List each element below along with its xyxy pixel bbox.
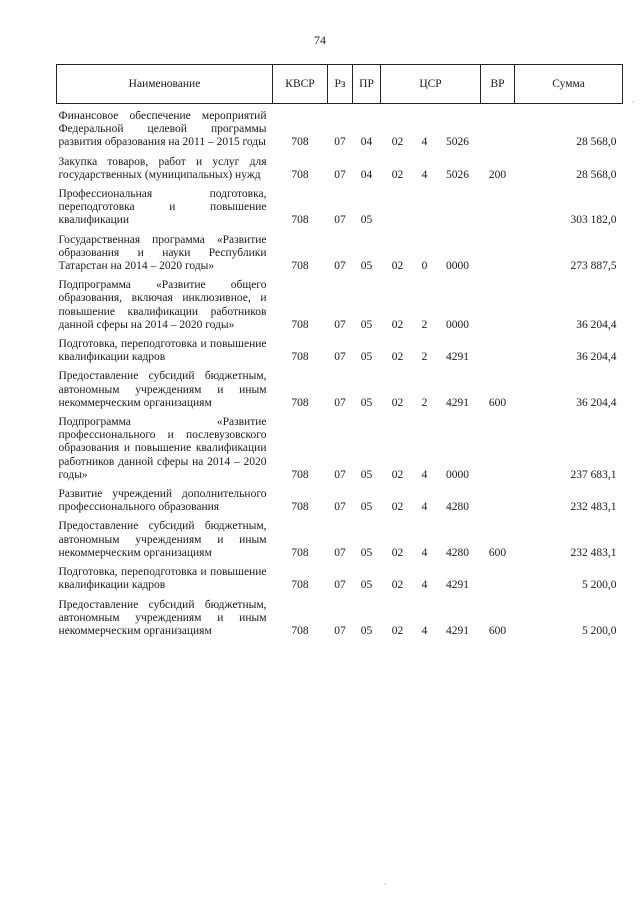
row-name: Профессиональная подготовка, переподготовка и повышение квалификации (58, 188, 267, 227)
row-vr (481, 482, 515, 514)
row-kvsr: 708 (291, 351, 309, 364)
table-body (57, 104, 623, 639)
row-vr (481, 410, 515, 482)
row-vr: 600 (488, 546, 507, 559)
row-kvsr: 708 (291, 468, 309, 481)
table-row (57, 482, 623, 514)
table-row (57, 228, 623, 274)
row-csr-program: 02 (391, 579, 404, 592)
row-csr-program: 02 (391, 351, 404, 364)
row-csr-code: 4280 (446, 546, 470, 559)
row-csr-code: 4291 (446, 579, 470, 592)
row-rz: 07 (334, 468, 346, 481)
table-row (57, 593, 623, 639)
row-csr-code: 4280 (446, 501, 470, 514)
row-csr-subprogram (415, 182, 435, 228)
row-pr: 05 (360, 501, 373, 514)
row-csr-code: 0000 (446, 468, 470, 481)
row-name: Подготовка, переподготовка и повышение квалификации кадров (58, 566, 267, 592)
row-sum: 36 204,4 (576, 351, 617, 364)
row-vr (481, 104, 515, 150)
table-row (57, 364, 623, 410)
row-pr: 05 (360, 396, 373, 409)
row-csr-code (435, 182, 481, 228)
row-csr-program: 02 (391, 136, 404, 149)
row-kvsr: 708 (291, 546, 309, 559)
row-rz: 07 (334, 546, 346, 559)
row-csr-subprogram: 4 (421, 136, 428, 149)
row-kvsr: 708 (291, 396, 309, 409)
row-csr-code: 4291 (446, 351, 470, 364)
row-kvsr: 708 (291, 579, 309, 592)
table-row (57, 560, 623, 592)
row-csr-program (381, 182, 415, 228)
row-sum: 28 568,0 (576, 136, 617, 149)
row-pr: 05 (360, 318, 373, 331)
row-sum: 273 887,5 (570, 260, 617, 273)
row-vr (481, 182, 515, 228)
row-rz: 07 (334, 214, 346, 227)
row-vr: 200 (488, 168, 507, 181)
table-row (57, 104, 623, 150)
row-rz: 07 (334, 136, 346, 149)
header-name: Наименование (57, 65, 273, 104)
row-name: Подготовка, переподготовка и повышение квалификации кадров (58, 338, 267, 364)
row-kvsr: 708 (291, 501, 309, 514)
row-pr: 05 (360, 260, 373, 273)
row-sum: 5 200,0 (582, 624, 617, 637)
row-csr-program: 02 (391, 396, 404, 409)
row-kvsr: 708 (291, 624, 309, 637)
row-name: Финансовое обеспечение мероприятий Федеральной целевой программы развития образования на 2011 – 2015 годы (58, 110, 267, 149)
row-csr-program: 02 (391, 260, 404, 273)
table-row (57, 332, 623, 364)
row-pr: 05 (360, 214, 373, 227)
header-rz: Рз (328, 65, 353, 104)
row-pr: 05 (360, 579, 373, 592)
row-rz: 07 (334, 318, 346, 331)
row-csr-code: 5026 (446, 168, 470, 181)
row-csr-subprogram: 0 (421, 260, 428, 273)
row-name: Предоставление субсидий бюджетным, автономным учреждениям и иным некоммерческим организациям (58, 370, 267, 409)
row-sum: 232 483,1 (570, 501, 617, 514)
row-vr (481, 332, 515, 364)
table-header-row (57, 65, 623, 104)
row-csr-program: 02 (391, 624, 404, 637)
row-vr (481, 560, 515, 592)
header-csr: ЦСР (381, 65, 481, 104)
row-name: Государственная программа «Развитие образования и науки Республики Татарстан на 2014 – 2020 годы» (58, 233, 267, 273)
row-kvsr: 708 (291, 318, 309, 331)
row-csr-subprogram: 2 (421, 396, 428, 409)
row-sum: 36 204,4 (576, 396, 617, 409)
row-name: Подпрограмма «Развитие общего образования, включая инклюзивное, и повышение квалификации работников данной сферы на 2014 – 2020 годы» (58, 279, 267, 331)
row-csr-subprogram: 2 (421, 318, 428, 331)
row-name: Предоставление субсидий бюджетным, автономным учреждениям и иным некоммерческим организациям (58, 520, 267, 559)
row-csr-subprogram: 4 (421, 624, 428, 637)
row-name: Предоставление субсидий бюджетным, автономным учреждениям и иным некоммерческим организациям (58, 598, 267, 637)
row-pr: 05 (360, 546, 373, 559)
row-rz: 07 (334, 351, 346, 364)
row-csr-subprogram: 4 (421, 468, 428, 481)
row-csr-code: 0000 (446, 260, 470, 273)
row-csr-subprogram: 4 (421, 546, 428, 559)
row-pr: 04 (360, 136, 373, 149)
budget-table (56, 64, 623, 638)
row-csr-program: 02 (391, 546, 404, 559)
scan-mark: · (384, 880, 387, 889)
table-row (57, 182, 623, 228)
row-rz: 07 (334, 396, 346, 409)
row-sum: 303 182,0 (570, 214, 617, 227)
row-rz: 07 (334, 624, 346, 637)
header-vr: ВР (481, 65, 515, 104)
row-csr-code: 0000 (446, 318, 470, 331)
row-csr-subprogram: 4 (421, 501, 428, 514)
row-sum: 5 200,0 (582, 579, 617, 592)
row-sum: 237 683,1 (570, 468, 617, 481)
row-pr: 05 (360, 624, 373, 637)
scan-mark: · (632, 98, 635, 107)
page-number: 74 (314, 33, 326, 47)
row-kvsr: 708 (291, 260, 309, 273)
row-csr-program: 02 (391, 468, 404, 481)
row-name: Закупка товаров, работ и услуг для государственных (муниципальных) нужд (58, 155, 267, 181)
row-csr-subprogram: 4 (421, 168, 428, 181)
row-csr-subprogram: 4 (421, 579, 428, 592)
row-kvsr: 708 (291, 214, 309, 227)
row-rz: 07 (334, 579, 346, 592)
row-pr: 05 (360, 351, 373, 364)
row-csr-code: 5026 (446, 136, 470, 149)
table-row (57, 273, 623, 332)
table-row (57, 514, 623, 560)
row-csr-program: 02 (391, 168, 404, 181)
table-row (57, 150, 623, 182)
row-sum: 28 568,0 (576, 168, 617, 181)
row-rz: 07 (334, 260, 346, 273)
row-kvsr: 708 (291, 136, 309, 149)
header-pr: ПР (353, 65, 381, 104)
row-pr: 05 (360, 468, 373, 481)
row-sum: 232 483,1 (570, 546, 617, 559)
row-pr: 04 (360, 168, 373, 181)
row-csr-code: 4291 (446, 396, 470, 409)
header-sum: Сумма (515, 65, 623, 104)
row-csr-subprogram: 2 (421, 351, 428, 364)
row-rz: 07 (334, 501, 346, 514)
row-name: Подпрограмма «Развитие профессионального и послевузовского образования и повышение квалификации работников данной сферы на 2014 – 2020 годы» (58, 416, 267, 481)
header-kvsr: КВСР (273, 65, 328, 104)
row-rz: 07 (334, 168, 346, 181)
row-vr (481, 273, 515, 332)
table-row (57, 410, 623, 482)
row-name: Развитие учреждений дополнительного профессионального образования (58, 488, 267, 514)
row-kvsr: 708 (291, 168, 309, 181)
row-csr-program: 02 (391, 318, 404, 331)
row-csr-code: 4291 (446, 624, 470, 637)
row-vr: 600 (488, 396, 507, 409)
row-vr (481, 228, 515, 274)
row-vr: 600 (488, 624, 507, 637)
row-csr-program: 02 (391, 501, 404, 514)
row-sum: 36 204,4 (576, 318, 617, 331)
